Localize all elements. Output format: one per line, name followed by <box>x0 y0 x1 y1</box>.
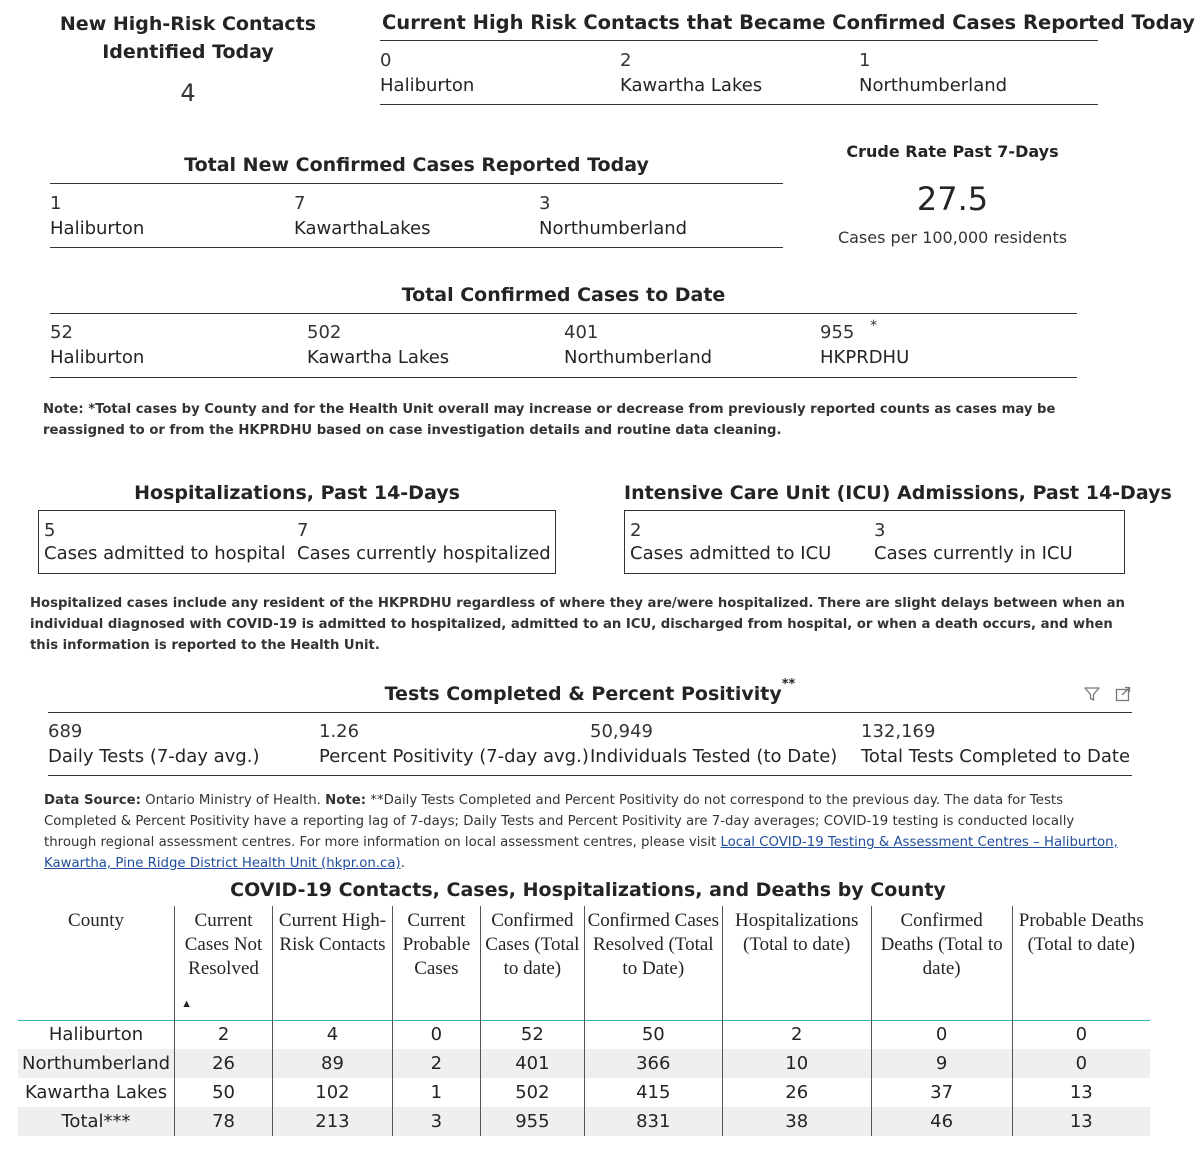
asterisk-marker: * <box>870 318 878 334</box>
row-cell: 955 <box>480 1107 584 1136</box>
hr-confirmed-bottom-rule <box>380 104 1098 105</box>
new-confirmed-value: 3 <box>539 193 551 214</box>
new-confirmed-item-0 <box>50 193 144 239</box>
icu-item-0 <box>630 520 831 564</box>
total-to-date-item-1 <box>307 322 449 368</box>
crude-rate-title: Crude Rate Past 7-Days <box>846 142 1059 161</box>
col-header-probable-cases[interactable]: Current Probable Cases <box>392 906 480 1020</box>
row-cell: 13 <box>1012 1107 1150 1136</box>
row-cell: 2 <box>392 1049 480 1078</box>
hospitalizations-title: Hospitalizations, Past 14-Days <box>134 482 460 504</box>
row-cell: 37 <box>871 1078 1012 1107</box>
row-cell: 3 <box>392 1107 480 1136</box>
hr-confirmed-item-1 <box>620 50 762 96</box>
data-source-label: Data Source: <box>44 793 141 808</box>
hr-confirmed-value: 0 <box>380 50 392 71</box>
icu-value: 2 <box>630 520 642 541</box>
total-to-date-title: Total Confirmed Cases to Date <box>401 284 726 306</box>
crude-rate-card <box>820 140 1085 247</box>
tests-item-1 <box>319 721 589 767</box>
total-to-date-label: Kawartha Lakes <box>307 347 450 368</box>
col-header-probable-deaths[interactable]: Probable Deaths (Total to date) <box>1018 910 1144 955</box>
row-cell: 1 <box>392 1078 480 1107</box>
col-header-county[interactable]: County <box>18 906 175 1020</box>
icu-box <box>624 510 1125 574</box>
row-cell: 4 <box>273 1020 393 1049</box>
row-cell: 2 <box>722 1020 871 1049</box>
hr-confirmed-label: Kawartha Lakes <box>620 75 763 96</box>
hr-confirmed-value: 1 <box>859 50 871 71</box>
tests-item-0 <box>48 721 259 767</box>
note-hospitalized: Hospitalized cases include any resident of the HKPRDHU regardless of where they are/were hospitalized. There are slight delays between when an individual diagnosed with COVID-19 is admitted to hospitalized, admitted to an ICU, discharged from hospital, or when a death occurs, and when this information is reported to the Health Unit. <box>30 596 1125 653</box>
tests-label: Total Tests Completed to Date <box>861 746 1131 767</box>
col-header-hospitalizations[interactable]: Hospitalizations (Total to date) <box>722 906 871 1020</box>
row-cell: 401 <box>480 1049 584 1078</box>
tests-item-2 <box>590 721 837 767</box>
new-high-risk-card <box>40 10 336 107</box>
note-total-cases: Note: *Total cases by County and for the Health Unit overall may increase or decrease from previously reported counts as cases may be reassigned to or from the HKPRDHU based on case investigation details and routine data cleaning. <box>43 402 1056 438</box>
total-to-date-value: 401 <box>564 322 599 343</box>
data-source-text: Ontario Ministry of Health. <box>140 793 326 808</box>
icu-item-1 <box>874 520 1073 564</box>
row-cell: 52 <box>480 1020 584 1049</box>
new-confirmed-label: KawarthaLakes <box>294 218 431 239</box>
icu-label: Cases admitted to ICU <box>630 543 832 564</box>
data-note-end: . <box>400 856 405 871</box>
row-cell: 50 <box>584 1020 722 1049</box>
tests-title-wrap <box>48 677 1132 707</box>
col-header-high-risk-contacts[interactable]: Current High-Risk Contacts <box>273 906 393 1020</box>
row-cell: 0 <box>1012 1049 1150 1078</box>
hospitalizations-box <box>38 510 556 574</box>
hosp-item-0 <box>44 520 286 564</box>
sort-ascending-icon[interactable]: ▲ <box>181 997 192 1010</box>
tests-value: 689 <box>48 721 83 742</box>
icu-value: 3 <box>874 520 886 541</box>
total-to-date-value: 502 <box>307 322 342 343</box>
tests-label: Individuals Tested (to Date) <box>590 746 838 767</box>
row-county: Kawartha Lakes <box>18 1078 175 1107</box>
row-cell: 50 <box>175 1078 273 1107</box>
row-cell: 46 <box>871 1107 1012 1136</box>
tests-label: Percent Positivity (7-day avg.) <box>319 746 589 767</box>
col-header-cases-resolved[interactable]: Confirmed Cases Resolved (Total to Date) <box>584 906 722 1020</box>
hr-confirmed-label: Northumberland <box>859 75 1008 96</box>
new-confirmed-label: Haliburton <box>50 218 145 239</box>
row-cell: 831 <box>584 1107 722 1136</box>
total-to-date-item-2 <box>564 322 712 368</box>
row-cell: 89 <box>273 1049 393 1078</box>
new-confirmed-top-rule <box>50 183 783 184</box>
tests-label: Daily Tests (7-day avg.) <box>48 746 260 767</box>
tests-marker: ** <box>781 677 796 692</box>
row-cell: 38 <box>722 1107 871 1136</box>
new-high-risk-title-1: New High-Risk Contacts <box>59 13 317 35</box>
col-header-confirmed-cases[interactable]: Confirmed Cases (Total to date) <box>480 906 584 1020</box>
row-cell: 0 <box>1075 1024 1088 1046</box>
crude-rate-value: 27.5 <box>916 180 989 218</box>
data-note-text: **Daily Tests Completed and Percent Positivity do not correspond to the previous day. The data for Tests Completed & Percent Positivity have a reporting lag of 7-days; Daily Tests and Percent Positivity are 7-day averages; COVID-19 testing is conducted locally through regional assessment centres. For more information on local assessment centres, please visit <box>44 793 1075 850</box>
row-cell: 2 <box>175 1020 273 1049</box>
table-row <box>18 1049 1150 1078</box>
new-confirmed-value: 7 <box>294 193 306 214</box>
total-to-date-value: 955 <box>820 322 855 343</box>
row-cell: 78 <box>175 1107 273 1136</box>
row-cell: 0 <box>392 1020 480 1049</box>
tests-value: 132,169 <box>861 721 936 742</box>
tests-item-3 <box>861 721 1130 767</box>
row-cell: 26 <box>175 1049 273 1078</box>
row-cell: 9 <box>871 1049 1012 1078</box>
row-cell: 213 <box>273 1107 393 1136</box>
col-header-cases-not-resolved-label: Current Cases Not Resolved <box>184 910 263 979</box>
total-to-date-item-3 <box>820 318 910 368</box>
crude-rate-unit: Cases per 100,000 residents <box>837 228 1068 247</box>
row-cell: 0 <box>871 1020 1012 1049</box>
county-table-title: COVID-19 Contacts, Cases, Hospitalizations, and Deaths by County <box>230 879 946 901</box>
new-confirmed-label: Northumberland <box>539 218 688 239</box>
row-cell: 26 <box>722 1078 871 1107</box>
total-to-date-value: 52 <box>50 322 73 343</box>
hr-confirmed-item-2 <box>859 50 1007 96</box>
filter-icon[interactable] <box>1083 685 1101 703</box>
tests-value: 50,949 <box>590 721 653 742</box>
new-confirmed-item-2 <box>539 193 687 239</box>
tests-value: 1.26 <box>319 721 360 742</box>
total-to-date-label: Northumberland <box>564 347 713 368</box>
table-row <box>18 1020 1150 1049</box>
new-high-risk-value: 4 <box>180 79 196 107</box>
col-header-cases-not-resolved[interactable] <box>175 906 273 1020</box>
row-county: Northumberland <box>18 1049 175 1078</box>
row-cell: 13 <box>1069 1082 1093 1103</box>
icu-label: Cases currently in ICU <box>874 543 1073 564</box>
tests-top-rule <box>48 712 1132 713</box>
row-cell: 415 <box>584 1078 722 1107</box>
total-to-date-top-rule <box>50 313 1077 314</box>
table-row <box>18 1078 1150 1107</box>
row-cell: 102 <box>273 1078 393 1107</box>
total-to-date-label: HKPRDHU <box>820 347 910 368</box>
total-to-date-label: Haliburton <box>50 347 145 368</box>
county-table-header-row <box>18 906 1150 1020</box>
data-source-note <box>44 790 1124 874</box>
col-header-confirmed-deaths[interactable]: Confirmed Deaths (Total to date) <box>871 906 1012 1020</box>
focus-mode-icon[interactable] <box>1114 685 1132 703</box>
new-confirmed-item-1 <box>294 193 430 239</box>
hr-confirmed-top-rule <box>380 40 1098 41</box>
row-cell: 502 <box>480 1078 584 1107</box>
hr-confirmed-label: Haliburton <box>380 75 475 96</box>
tests-bottom-rule <box>48 775 1132 776</box>
new-confirmed-title: Total New Confirmed Cases Reported Today <box>184 154 649 176</box>
table-total-row <box>18 1107 1150 1136</box>
new-confirmed-value: 1 <box>50 193 62 214</box>
total-to-date-value-wrap <box>820 318 909 343</box>
hosp-value: 7 <box>297 520 309 541</box>
hr-confirmed-title: Current High Risk Contacts that Became Confirmed Cases Reported Today <box>382 11 1195 34</box>
hosp-label: Cases currently hospitalized <box>297 543 551 564</box>
hr-confirmed-item-0 <box>380 50 474 96</box>
tests-title: Tests Completed & Percent Positivity <box>384 683 782 705</box>
row-cell: 366 <box>584 1049 722 1078</box>
hosp-item-1 <box>297 520 551 564</box>
data-note-label: Note: <box>325 793 367 808</box>
new-high-risk-title-2: Identified Today <box>102 41 274 63</box>
hr-confirmed-value: 2 <box>620 50 632 71</box>
total-to-date-bottom-rule <box>50 377 1077 378</box>
total-to-date-item-0 <box>50 322 144 368</box>
icu-title: Intensive Care Unit (ICU) Admissions, Past 14-Days <box>624 482 1172 504</box>
county-table <box>18 906 1150 1136</box>
row-cell: 10 <box>722 1049 871 1078</box>
hosp-value: 5 <box>44 520 56 541</box>
row-county: Total*** <box>18 1107 175 1136</box>
assessment-centres-link[interactable]: Local COVID-19 Testing & Assessment Centres – Haliburton, Kawartha, Pine Ridge District Health Unit (hkpr.on.ca) <box>44 835 1118 871</box>
new-confirmed-bottom-rule <box>50 247 783 248</box>
hosp-label: Cases admitted to hospital <box>44 543 286 564</box>
row-county: Haliburton <box>18 1020 175 1049</box>
